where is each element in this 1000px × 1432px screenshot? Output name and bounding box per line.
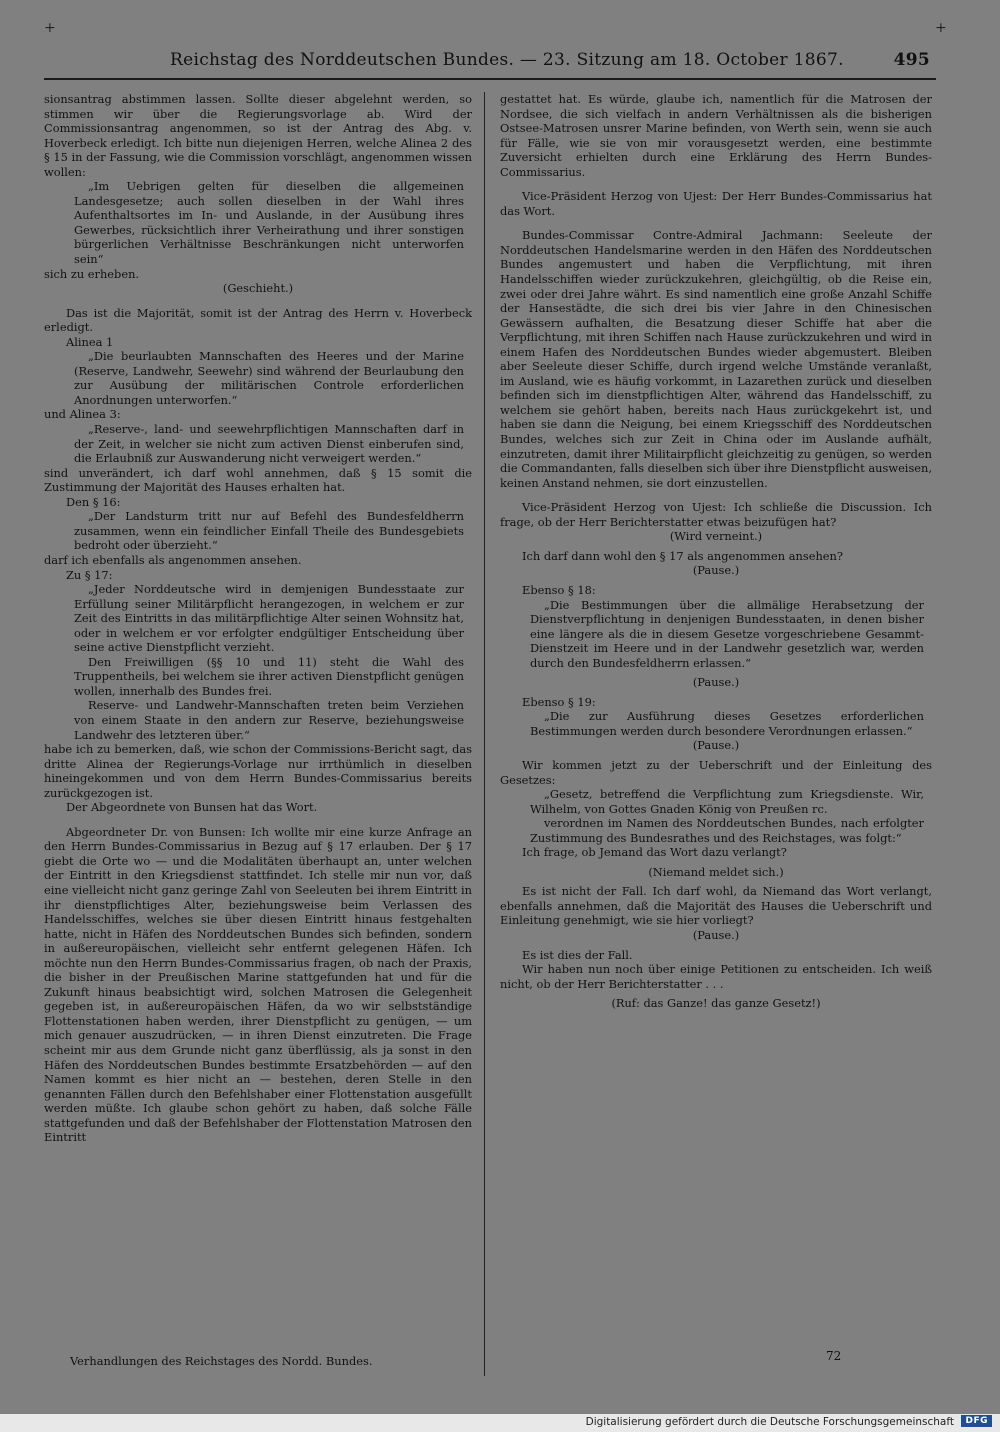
left-column <box>44 92 472 1145</box>
running-header <box>170 50 930 74</box>
paragraph-spacer <box>500 179 932 189</box>
paragraph: Das ist die Majorität, somit ist der Antrag des Herrn v. Hoverbeck erledigt. <box>44 305 472 335</box>
quoted-paragraph: „Jeder Norddeutsche wird in demjenigen Bundesstaate zur Erfüllung seiner Militärpflicht herangezogen, in welchem er zur Zeit des Eintritts in das militärpflichtige Alter seinen Wohnsitz hat, oder in welchem er vor erfolgter endgültiger Entscheidung über seine active Dienstpflicht verzieht. <box>74 582 464 655</box>
paragraph: darf ich ebenfalls als angenommen ansehen. <box>44 552 302 567</box>
paragraph-spacer <box>44 296 472 306</box>
paragraph-spacer <box>500 490 932 500</box>
quoted-paragraph: Den Freiwilligen (§§ 10 und 11) steht die Wahl des Truppentheils, bei welchem sie ihrer activen Dienstpflicht genügen wollen, innerhalb des Bundes frei. <box>74 654 464 698</box>
quoted-paragraph: „Die beurlaubten Mannschaften des Heeres und der Marine (Reserve, Landwehr, Seewehr) sind während der Beurlaubung den zur Ausübung der militärischen Controle erforderlichen Anordnungen unterworfen.“ <box>74 349 464 407</box>
page-number: 495 <box>893 50 930 70</box>
quoted-paragraph: verordnen im Namen des Norddeutschen Bundes, nach erfolgter Zustimmung des Bundesrathes und des Reichstages, was folgt:“ <box>530 816 924 845</box>
paragraph-spacer <box>44 815 472 825</box>
paragraph-spacer <box>500 218 932 228</box>
paragraph: Es ist nicht der Fall. Ich darf wohl, da Niemand das Wort verlangt, ebenfalls annehmen, daß die Majorität des Hauses die Ueberschrift und Einleitung genehmigt, wie sie hier vorliegt? <box>500 884 932 928</box>
stage-direction: (Geschieht.) <box>222 281 294 296</box>
stage-direction: (Pause.) <box>692 675 740 690</box>
quoted-paragraph: „Im Uebrigen gelten für dieselben die allgemeinen Landesgesetze; auch sollen dieselben in der Wahl ihres Aufenthaltsortes im In- und Auslande, in der Ausübung ihres Gewerbes, rücksichtlich ihrer Verheirathung und ihrer sonstigen bürgerlichen Verhältnisse Beschränkungen nicht unterworfen sein“ <box>74 179 464 267</box>
paragraph: Vice-Präsident Herzog von Ujest: Ich schließe die Discussion. Ich frage, ob der Herr Berichterstatter etwas beizufügen hat? <box>500 500 932 529</box>
paragraph: Ebenso § 19: <box>522 694 596 709</box>
paragraph: Abgeordneter Dr. von Bunsen: Ich wollte mir eine kurze Anfrage an den Herrn Bundes-Commissarius in Bezug auf § 17 erlauben. Der § 17 giebt die Orte wo — und die Modalitäten überhaupt an, unter welchen der Eintritt in den Kriegsdienst stattfindet. Ich stelle mir nun vor, daß eine vielleicht nicht ganz geringe Zahl von Seeleuten bei ihrem Eintritt in ihr dienstpflichtiges Alter, beziehungsweise beim Verlassen des Handelsschiffes, welches sie über diesen Eintritt hinaus festgehalten hatte, nicht in Häfen des Norddeutschen Bundes sich befinden, sondern in außereuropäischen, vielleicht sehr entfernt gelegenen Häfen. Ich möchte nun den Herrn Bundes-Commissarius fragen, ob nach der Praxis, die bisher in der Preußischen Marine stattgefunden hat und für die Zukunft hinaus beabsichtigt wird, solchen Matrosen die Gelegenheit gegeben ist, in außereuropäischen Häfen, da wo wir selbstständige Flottenstationen haben werden, ihrer Dienstpflicht zu genügen, — um mich genauer auszudrücken, — in ihren Dienst einzutreten. Die Frage scheint mir aus dem Grunde nicht ganz überflüssig, als ja sonst in den Häfen des Norddeutschen Bundes bestimmte Ersatzbehörden — auf den Namen kommt es hier nicht an — bestehen, deren Stelle in den genannten Fällen durch den Befehlshaber einer Flottenstation ausgefüllt werden müßte. Ich glaube schon gehört zu haben, daß solche Fälle stattgefunden und daß der Befehlshaber der Flottenstation Matrosen den Eintritt <box>44 824 472 1145</box>
stage-direction: (Pause.) <box>692 927 740 942</box>
footer-signature: 72 <box>826 1349 842 1363</box>
quoted-paragraph: „Der Landsturm tritt nur auf Befehl des Bundesfeldherrn zusammen, wenn ein feindlicher Einfall Theile des Bundesgebiets bedroht oder überzieht.“ <box>74 509 464 553</box>
dfg-logo-icon: DFG <box>961 1415 992 1427</box>
stage-direction: (Pause.) <box>692 738 740 753</box>
paragraph: Den § 16: <box>66 494 121 509</box>
paragraph: und Alinea 3: <box>44 407 121 422</box>
quoted-paragraph: „Reserve-, land- und seewehrpflichtigen Mannschaften darf in der Zeit, in welcher sie nicht zum activen Dienst einberufen sind, die Erlaubniß zur Auswanderung nicht verweigert werden.“ <box>74 422 464 466</box>
crop-mark-icon: + <box>44 20 56 36</box>
paragraph: sionsantrag abstimmen lassen. Sollte dieser abgelehnt werden, so stimmen wir über die Regierungsvorlage ab. Wird der Commissionsantrag angenommen, so ist der Antrag des Abg. v. Hoverbeck erledigt. Ich bitte nun diejenigen Herren, welche Alinea 2 des § 15 in der Fassung, wie die Commission vorschlägt, angenommen wissen wollen: <box>44 92 472 179</box>
right-column <box>500 92 932 1011</box>
header-rule <box>44 78 936 80</box>
quoted-paragraph: Reserve- und Landwehr-Mannschaften treten beim Verziehen von einem Staate in den andern zur Reserve, beziehungsweise Landwehr des letzteren über.“ <box>74 698 464 742</box>
column-divider <box>484 92 485 1376</box>
paragraph: Ich darf dann wohl den § 17 als angenommen ansehen? <box>522 548 843 563</box>
paragraph: Ebenso § 18: <box>522 582 596 597</box>
quoted-paragraph: „Die Bestimmungen über die allmälige Herabsetzung der Dienstverpflichtung in denjenigen Bundesstaaten, in denen bisher eine längere als die in diesem Gesetze vorgeschriebene Gesammt-Dienstzeit im Heere und in der Landwehr gesetzlich war, werden durch den Bundesfeldherrn erlassen.“ <box>530 597 924 670</box>
stage-direction: (Wird verneint.) <box>669 529 763 544</box>
paragraph: Es ist dies der Fall. <box>522 947 633 962</box>
paragraph: Bundes-Commissar Contre-Admiral Jachmann: Seeleute der Norddeutschen Handelsmarine werden in den Häfen des Norddeutschen Bundes angemustert und haben die Verpflichtung, mit ihren Handelsschiffen wieder zurückzukehren, gleichgültig, ob die Reise ein, zwei oder drei Jahre währt. Es sind namentlich eine große Anzahl Schiffe der Hansestädte, die sich drei bis vier Jahre in den Chinesischen Gewässern aufhalten, die Besatzung dieser Schiffe hat aber die Verpflichtung, mit ihren Schiffen nach Hause zurückzukehren und wird in einem Hafen des Norddeutschen Bundes wieder abgemustert. Bleiben aber Seeleute dieser Schiffe, durch irgend welche Umstände veranlaßt, im Ausland, wie es häufig vorkommt, in Lazarethen zurück und dieselben befinden sich im dienstpflichtigen Alter, während das Handelsschiff, zu welchem sie gehört haben, bereits nach Haus zurückgekehrt ist, und haben sie dann die Neigung, bei einem Kriegsschiff des Norddeutschen Bundes, welches sich zur Zeit in China oder im Auslande aufhält, einzutreten, damit ihrer Militairpflicht gleichzeitig zu genügen, so werden die Commandanten, falls dieselben sich über ihre Dienstpflicht ausweisen, keinen Anstand nehmen, sie dort einzustellen. <box>500 228 932 490</box>
paragraph: Ich frage, ob Jemand das Wort dazu verlangt? <box>522 845 787 860</box>
quoted-paragraph: „Gesetz, betreffend die Verpflichtung zum Kriegsdienste. Wir, Wilhelm, von Gottes Gnaden König von Preußen rc. <box>530 787 924 816</box>
digitization-credit: Digitalisierung gefördert durch die Deutsche Forschungsgemeinschaft <box>585 1416 954 1428</box>
paragraph: Der Abgeordnete von Bunsen hat das Wort. <box>66 800 318 815</box>
paragraph: Zu § 17: <box>66 567 113 582</box>
footer-publication: Verhandlungen des Reichstages des Nordd. Bundes. <box>70 1354 373 1368</box>
stage-direction: (Ruf: das Ganze! das ganze Gesetz!) <box>611 996 821 1011</box>
quoted-paragraph: „Die zur Ausführung dieses Gesetzes erforderlichen Bestimmungen werden durch besondere Verordnungen erlassen.“ <box>530 709 924 738</box>
paragraph: Alinea 1 <box>66 334 114 349</box>
paragraph: habe ich zu bemerken, daß, wie schon der Commissions-Bericht sagt, das dritte Alinea der Regierungs-Vorlage nur irrthümlich in dieselben hineingekommen und von dem Herrn Bundes-Commissarius bereits zurückgezogen ist. <box>44 742 472 800</box>
paragraph: sich zu erheben. <box>44 266 140 281</box>
crop-mark-icon: + <box>935 20 947 36</box>
header-title: Reichstag des Norddeutschen Bundes. — 23. Sitzung am 18. October 1867. <box>170 50 844 70</box>
paragraph: sind unverändert, ich darf wohl annehmen, daß § 15 somit die Zustimmung der Majorität des Hauses erhalten hat. <box>44 465 472 495</box>
paragraph: gestattet hat. Es würde, glaube ich, namentlich für die Matrosen der Nordsee, die sich vielfach in andern Verhältnissen als die bisherigen Ostsee-Matrosen unsrer Marine befinden, von Werth sein, wenn sie auch für Fälle, wie sie von mir vorausgesetzt werden, eine bestimmte Zuversicht erhielten durch eine Erklärung des Herrn Bundes-Commissarius. <box>500 92 932 179</box>
stage-direction: (Niemand meldet sich.) <box>648 864 784 879</box>
stage-direction: (Pause.) <box>692 563 740 578</box>
paragraph: Wir kommen jetzt zu der Ueberschrift und der Einleitung des Gesetzes: <box>500 757 932 787</box>
paragraph: Wir haben nun noch über einige Petitionen zu entscheiden. Ich weiß nicht, ob der Herr Berichterstatter . . . <box>500 962 932 991</box>
paragraph: Vice-Präsident Herzog von Ujest: Der Herr Bundes-Commissarius hat das Wort. <box>500 189 932 218</box>
